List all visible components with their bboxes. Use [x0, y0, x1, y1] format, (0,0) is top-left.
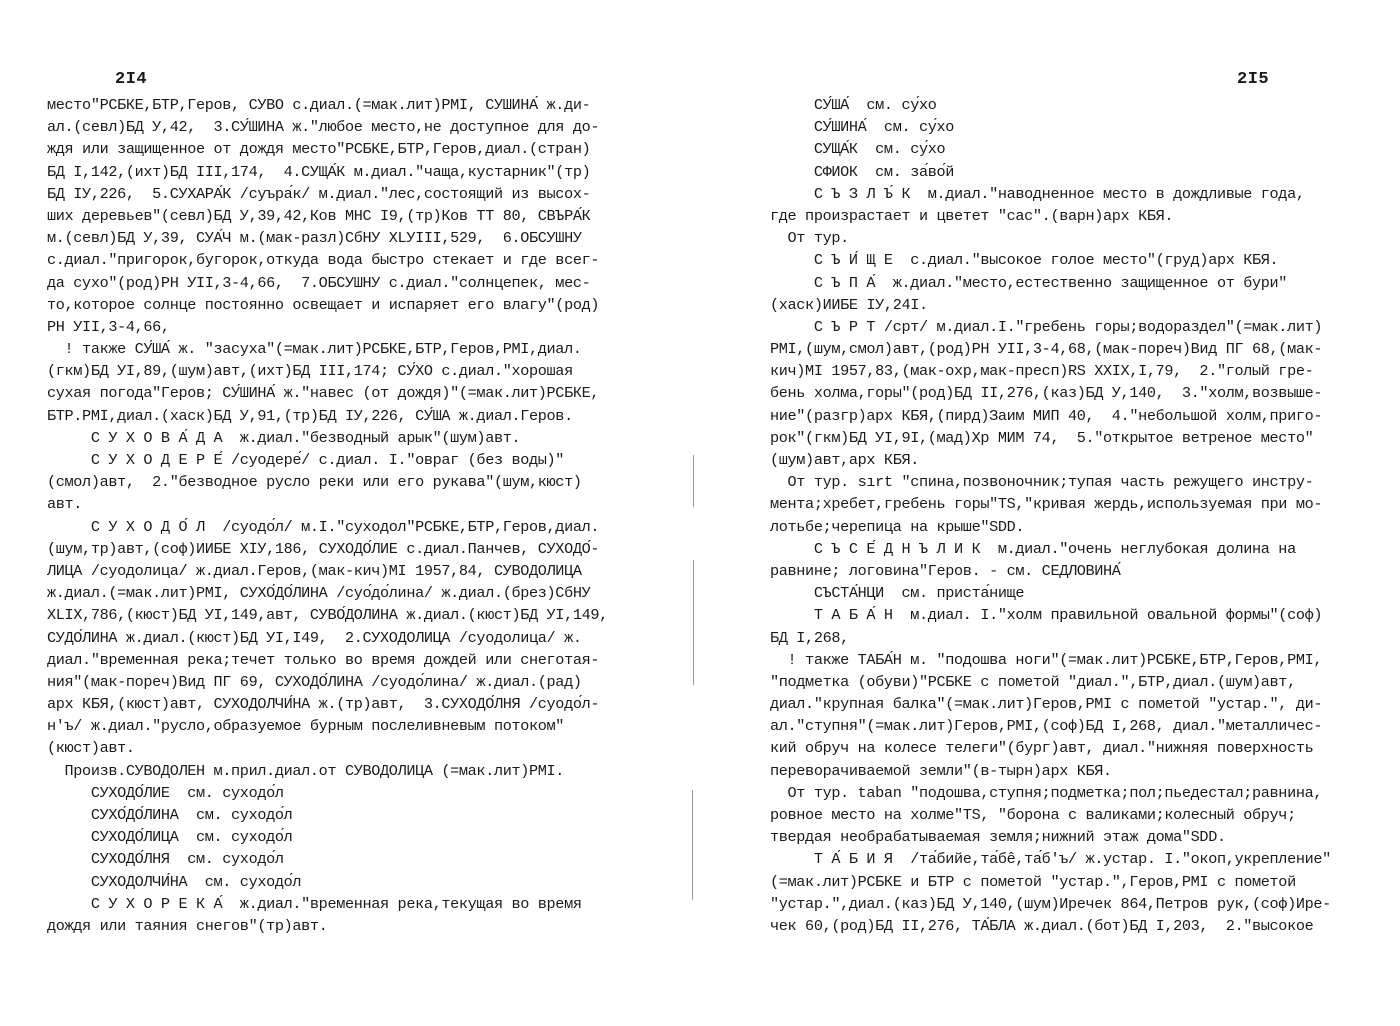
text-line: да сухо"(род)РН УII,3-4,66, 7.ОБСУШНУ с.диал."солнцепек, мес-	[47, 273, 591, 292]
text-line: ЛИЦА /суодолица/ ж.диал.Геров,(мак-кич)MI 1957,84, СУВОДОЛИЦА	[47, 561, 582, 580]
text-line: ал."ступня"(=мак.лит)Геров,PMI,(соф)БД I,268, диал."металличес-	[770, 717, 1323, 736]
text-line: (шум)авт,арх КБЯ.	[770, 451, 919, 469]
text-line: дождя или таяния снегов"(тр)авт.	[47, 916, 328, 935]
page-body-text	[770, 94, 1331, 937]
text-line: С У Х О Д О́ Л /суодо́л/ м.I."суходол"РСБКЕ,БТР,Геров,диал.	[47, 517, 600, 536]
gutter-line	[693, 455, 694, 507]
text-line: БТР.PMI,диал.(хаск)БД У,91,(тр)БД IУ,226, СУ́ША ж.диал.Геров.	[47, 406, 573, 425]
text-line: н'ъ/ ж.диал."русло,образуемое бурным послеливневым потоком"	[47, 717, 565, 736]
text-line: м.(севл)БД У,39, СУА́Ч м.(мак-разл)СбНУ XLУIII,529, 6.ОБСУШНУ	[47, 229, 582, 248]
text-line: (=мак.лит)РСБКЕ и БТР с пометой "устар.",Геров,PMI с пометой	[770, 872, 1296, 891]
text-line: переворачиваемой земли"(в-тырн)арх КБЯ.	[770, 761, 1112, 780]
text-line: ние"(разгр)арх КБЯ,(пирд)Заим МИП 40, 4."небольшой холм,приго-	[770, 406, 1323, 425]
text-line: БД I,142,(ихт)БД III,174, 4.СУЩА́К м.диал."чаща,кустарник"(тр)	[47, 162, 591, 181]
text-line: С У Х О Р Е К А́ ж.диал."временная река,текущая во время	[47, 894, 582, 913]
text-line: "подметка (обуви)"РСБКЕ с пометой "диал.",БТР,диал.(шум)авт,	[770, 672, 1296, 691]
text-line: бень холма,горы"(род)БД II,276,(каз)БД У,140, 3."холм,возвыше-	[770, 384, 1323, 403]
text-line: С Ъ П А́ ж.диал."место,естественно защищенное от бури"	[770, 273, 1288, 292]
text-line: Т А Б А́ Н м.диал. I."холм правильной овальной формы"(соф)	[770, 606, 1323, 625]
text-line: мента;хребет,гребень горы"TS,"кривая жердь,используемая при мо-	[770, 495, 1323, 514]
text-line: твердая необрабатываемая земля;нижний этаж дома"SDD.	[770, 828, 1226, 847]
text-line: СЪСТА́НЦИ см. приста́нище	[770, 584, 1025, 603]
text-line: ! также СУ́ША́ ж. "засуха"(=мак.лит)РСБКЕ,БТР,Геров,PMI,диал.	[47, 340, 582, 359]
text-line: ния"(мак-пореч)Вид ПГ 69, СУХОДО́ЛИНА /суодо́лина/ ж.диал.(рад)	[47, 672, 582, 691]
text-line: От тур. sırt "спина,позвоночник;тупая часть режущего инстру-	[770, 473, 1314, 492]
text-line: От тур.	[770, 229, 849, 248]
text-line: равнине; логовина"Геров. - см. СЕДЛОВИНА́	[770, 561, 1121, 580]
text-line: арх КБЯ,(кюст)авт, СУХОДОЛЧИ́НА ж.(тр)авт, 3.СУХОДО́ЛНЯ /суодо́л-	[47, 695, 600, 714]
text-line: PMI,(шум,смол)авт,(род)РН УII,3-4,68,(мак-пореч)Вид ПГ 68,(мак-	[770, 340, 1323, 359]
text-line: рок"(гкм)БД УI,9I,(мад)Хр МИМ 74, 5."открытое ветреное место"	[770, 428, 1314, 447]
text-line: С У Х О В А́ Д А ж.диал."безводный арык"(шум)авт.	[47, 428, 521, 447]
text-line: ждя или защищенное от дождя место"РСБКЕ,БТР,Геров,диал.(стран)	[47, 140, 591, 159]
text-line: (смол)авт, 2."безводное русло реки или его рукава"(шум,кюст)	[47, 473, 582, 492]
text-line: кич)MI 1957,83,(мак-охр,мак-пресп)RS XXIX,I,79, 2."голый гре-	[770, 362, 1314, 381]
text-line: чек 60,(род)БД II,276, ТА́БЛА ж.диал.(бот)БД I,203, 2."высокое	[770, 916, 1314, 935]
text-line: где произрастает и цветет "сас".(варн)арх КБЯ.	[770, 206, 1174, 225]
gutter-line	[692, 790, 693, 900]
text-line: СУХОДО́ЛИЕ см. суходо́л	[47, 783, 284, 802]
text-line: ! также ТАБА́Н м. "подошва ноги"(=мак.лит)РСБКЕ,БТР,Геров,PMI,	[770, 650, 1323, 669]
text-line: Произв.СУВОДОЛЕН м.прил.диал.от СУВОДОЛИЦА (=мак.лит)PMI.	[47, 761, 565, 780]
text-line: лотьбе;черепица на крыше"SDD.	[770, 517, 1025, 536]
text-line: то,которое солнце постоянно освещает и испаряет его влагу"(род)	[47, 295, 600, 314]
text-line: СУХО́ДО́ЛИНА см. суходо́л	[47, 806, 293, 824]
text-line: авт.	[47, 495, 83, 514]
text-line: сухая погода"Геров; СУ́ШИНА́ ж."навес (от дождя)"(=мак.лит)РСБКЕ,	[47, 384, 600, 403]
text-line: РН УII,3-4,66,	[47, 317, 170, 336]
text-line: Т А́ Б И Я /та́бийе,та́бê,та́б'ъ/ ж.устар. I."окоп,укрепление"	[770, 850, 1331, 869]
text-line: с.диал."пригорок,бугорок,откуда вода быстро стекает и где всег-	[47, 251, 600, 270]
text-line: От тур. taban "подошва,ступня;подметка;пол;пьедестал;равнина,	[770, 783, 1323, 802]
text-line: С Ъ Р Т /срт/ м.диал.I."гребень горы;водораздел"(=мак.лит)	[770, 317, 1323, 336]
text-line: (гкм)БД УI,89,(шум)авт,(ихт)БД III,174; СУ́ХО с.диал."хорошая	[47, 362, 573, 381]
text-line: место"РСБКЕ,БТР,Геров, СУВО с.диал.(=мак.лит)PMI, СУШИНА́ ж.ди-	[47, 96, 591, 114]
text-line: кий обруч на колесе телеги"(бург)авт, диал."нижняя поверхность	[770, 739, 1314, 758]
text-line: диал."временная река;течет только во время дождей или снеготая-	[47, 650, 600, 669]
text-line: СУХОДО́ЛИЦА см. суходо́л	[47, 828, 293, 847]
text-line: С Ъ И́ Щ Е с.диал."высокое голое место"(груд)арх КБЯ.	[770, 251, 1279, 270]
text-line: БД I,268,	[770, 628, 849, 647]
text-line: СУХОДО́ЛНЯ см. суходо́л	[47, 850, 284, 869]
text-line: СУЩА́К см. су́хо	[770, 140, 946, 159]
text-line: ж.диал.(=мак.лит)PMI, СУХО́ДО́ЛИНА /суо́до́лина/ ж.диал.(брез)СбНУ	[47, 584, 591, 603]
text-line: СФИОК см. за́во́й	[770, 162, 955, 181]
page-number: 2I4	[115, 70, 148, 89]
gutter-line	[693, 560, 694, 685]
page-number: 2I5	[1237, 70, 1270, 89]
text-line: СУ́ШИНА́ см. су́хо	[770, 118, 955, 137]
text-line: (шум,тр)авт,(соф)ИИБЕ XIУ,186, СУХОДО́ЛИЕ с.диал.Панчев, СУХОДО́-	[47, 539, 600, 558]
text-line: СУ́ША́ см. су́хо	[770, 96, 937, 114]
text-line: (хаск)ИИБЕ IУ,24I.	[770, 295, 928, 314]
text-line: С Ъ С Е́ Д Н Ъ Л И К м.диал."очень неглубокая долина на	[770, 539, 1296, 558]
text-line: БД IУ,226, 5.СУХАРА́К /суъра́к/ м.диал."лес,состоящий из высох-	[47, 184, 591, 203]
text-line: СУХОДОЛЧИ́НА см. суходо́л	[47, 872, 302, 891]
text-line: XLIX,786,(кюст)БД УI,149,авт, СУВО́ДОЛИНА ж.диал.(кюст)БД УI,149,	[47, 606, 608, 625]
text-line: С У Х О Д Е Р Е́ /суодере́/ с.диал. I."овраг (без воды)"	[47, 451, 565, 469]
text-line: (кюст)авт.	[47, 739, 135, 758]
right-page	[700, 0, 1400, 1026]
text-line: ших деревьев"(севл)БД У,39,42,Ков МНС I9,(тр)Ков ТТ 80, СВЪРА́К	[47, 206, 591, 225]
text-line: "устар.",диал.(каз)БД У,140,(шум)Иречек 864,Петров рук,(соф)Ире-	[770, 894, 1331, 913]
text-line: ал.(севл)БД У,42, 3.СУ́ШИНА ж."любое место,не доступное для до-	[47, 118, 600, 137]
text-line: ровное место на холме"TS, "борона с валиками;колесный обруч;	[770, 806, 1296, 824]
text-line: С Ъ З Л Ъ́ К м.диал."наводненное место в дождливые года,	[770, 184, 1305, 203]
page-body-text	[47, 94, 608, 937]
text-line: СУДО́ЛИНА ж.диал.(кюст)БД УI,I49, 2.СУХОДОЛИЦА /суодолица/ ж.	[47, 628, 582, 647]
text-line: диал."крупная балка"(=мак.лит)Геров,PMI с пометой "устар.", ди-	[770, 695, 1323, 714]
